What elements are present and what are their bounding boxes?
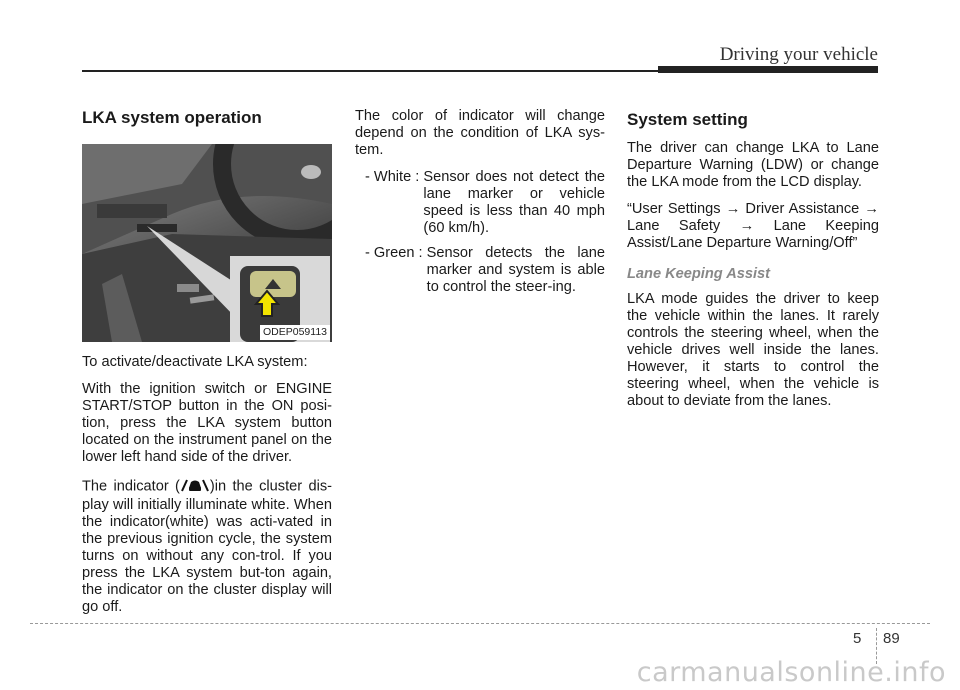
list-item bbox=[355, 169, 605, 237]
list-label: - White : bbox=[365, 169, 424, 185]
paragraph: With the ignition switch or ENGINE START/STOP button in the ON posi-tion, press the LKA system button located on the instrument panel on the lower left hand side of the driver. bbox=[82, 381, 332, 465]
paragraph: The driver can change LKA to Lane Departure Warning (LDW) or change the LKA mode from the LCD display. bbox=[627, 140, 879, 190]
paragraph: LKA mode guides the driver to keep the vehicle within the lanes. It rarely controls the steering wheel, when the vehicle drives well inside the lanes. However, it starts to control the steering wheel, when the vehicle is about to deviate from the lanes. bbox=[627, 291, 879, 409]
section-heading-system-setting: System setting bbox=[627, 110, 748, 129]
list-text: Sensor detects the lane marker and system is able to control the steer-ing. bbox=[426, 245, 605, 295]
paragraph-text: The indicator ( bbox=[82, 478, 180, 495]
footer-rule bbox=[30, 623, 930, 624]
subheading-lane-keeping-assist: Lane Keeping Assist bbox=[627, 266, 771, 282]
dashboard-illustration bbox=[82, 144, 332, 342]
watermark: carmanualsonline.info bbox=[636, 657, 946, 688]
header-rule-accent bbox=[658, 66, 878, 73]
section-heading-lka-operation: LKA system operation bbox=[82, 108, 262, 127]
menu-path: “User Settings → Driver Assistance → Lane Safety → Lane Keeping Assist/Lane Departure Warning/Off” bbox=[627, 201, 879, 251]
dashboard-photo bbox=[82, 144, 332, 342]
column-left bbox=[82, 108, 332, 626]
paragraph-indicator bbox=[82, 476, 332, 616]
list-item bbox=[355, 245, 605, 296]
page-number: 89 bbox=[883, 630, 900, 647]
list-label: - Green : bbox=[365, 245, 427, 261]
page-header-title: Driving your vehicle bbox=[719, 44, 878, 65]
column-middle bbox=[355, 108, 605, 304]
header-rule bbox=[82, 70, 658, 72]
lka-indicator-icon bbox=[180, 476, 210, 497]
list-text: Sensor does not detect the lane marker or vehicle speed is less than 40 mph (60 km/h). bbox=[423, 169, 605, 236]
chapter-number: 5 bbox=[853, 630, 862, 647]
paragraph: The color of indicator will change depend on the condition of LKA sys-tem. bbox=[355, 108, 605, 158]
column-right bbox=[627, 110, 879, 420]
paragraph: To activate/deactivate LKA system: bbox=[82, 354, 308, 370]
paragraph-text: )in the cluster dis-play will initially illuminate white. When the indicator(white) was acti-vated in the previous ignition cycle, the system turns on without any con-trol. If you press the LKA system but-ton again, the indicator on the cluster display will go off. bbox=[82, 478, 333, 615]
figure-code: ODEP059113 bbox=[260, 325, 330, 340]
